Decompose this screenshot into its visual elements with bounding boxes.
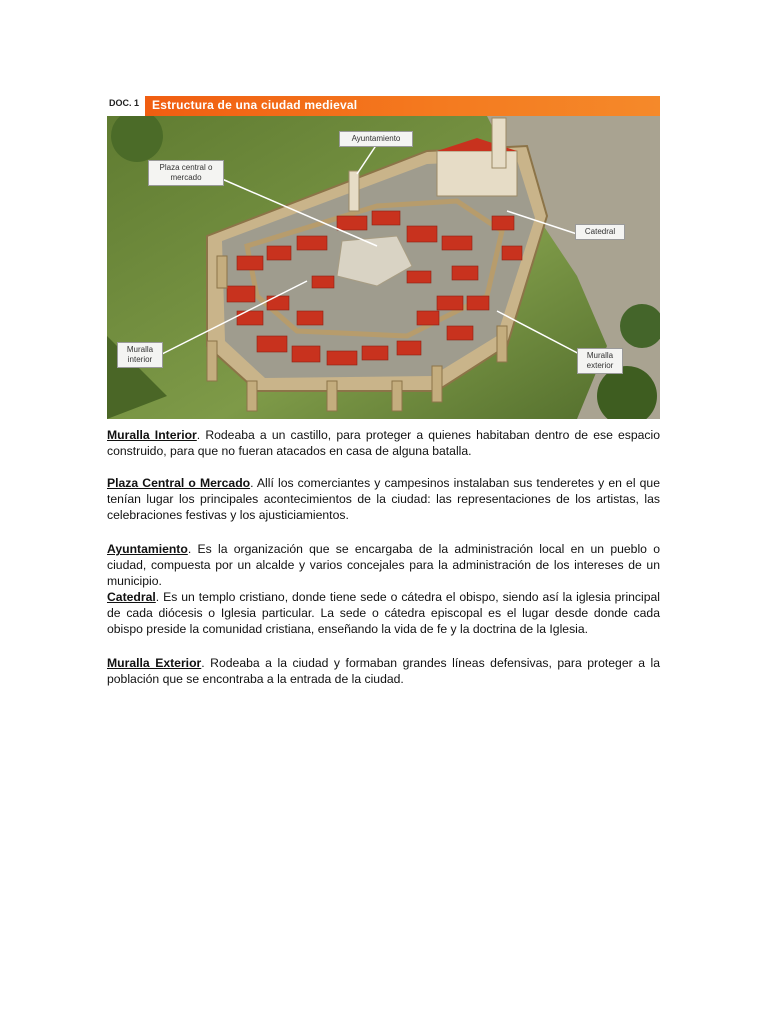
callout-muralla-interior: Muralla interior <box>117 342 163 368</box>
definition-text: . Es un templo cristiano, donde tiene sede o cátedra el obispo, siendo así la iglesia principal de cada diócesis o Iglesia particular. La sede o cátedra episcopal es el lugar desde donde cada obispo preside la comunidad cristiana, enseñando la vida de fe y la doctrina de la Iglesia. <box>107 590 660 636</box>
callout-muralla-exterior: Muralla exterior <box>577 348 623 374</box>
doc-header <box>107 96 660 116</box>
doc-label: DOC. 1 <box>107 96 145 116</box>
definition-text: . Allí los comerciantes y campesinos instalaban sus tenderetes y en el que tenían lugar los principales acontecimientos de la ciudad: las representaciones de los artistas, las celebraciones festivas y los ajusticiamientos. <box>107 476 660 522</box>
callout-catedral: Catedral <box>575 224 625 240</box>
definition-text: . Rodeaba a la ciudad y formaban grandes líneas defensivas, para proteger a la población que se encontraba a la entrada de la ciudad. <box>107 656 660 686</box>
definition-term: Muralla Exterior <box>107 656 202 670</box>
definition-term: Plaza Central o Mercado <box>107 476 251 490</box>
definition-text: . Es la organización que se encargaba de la administración local en un pueblo o ciudad, compuesta por un alcalde y varios concejales para la administración de los intereses de un municipio. <box>107 542 660 588</box>
definition-text: . Rodeaba a un castillo, para proteger a quienes habitaban dentro de ese espacio construido, para que no fueran atacados en casa de alguna batalla. <box>107 428 660 458</box>
tree <box>111 110 163 162</box>
callout-plaza: Plaza central o mercado <box>148 160 224 186</box>
definition-term: Ayuntamiento <box>107 542 188 556</box>
definition-muralla-interior <box>107 427 660 459</box>
definition-term: Muralla Interior <box>107 428 197 442</box>
definition-plaza-central <box>107 475 660 523</box>
definition-catedral <box>107 589 660 637</box>
callout-ayuntamiento: Ayuntamiento <box>339 131 413 147</box>
medieval-city-figure <box>107 96 660 419</box>
figure-title: Estructura de una ciudad medieval <box>152 98 358 112</box>
definition-muralla-exterior <box>107 655 660 687</box>
definition-ayuntamiento <box>107 541 660 589</box>
definition-term: Catedral <box>107 590 156 604</box>
town-hall-tower <box>349 171 359 211</box>
cathedral-tower <box>492 118 506 168</box>
